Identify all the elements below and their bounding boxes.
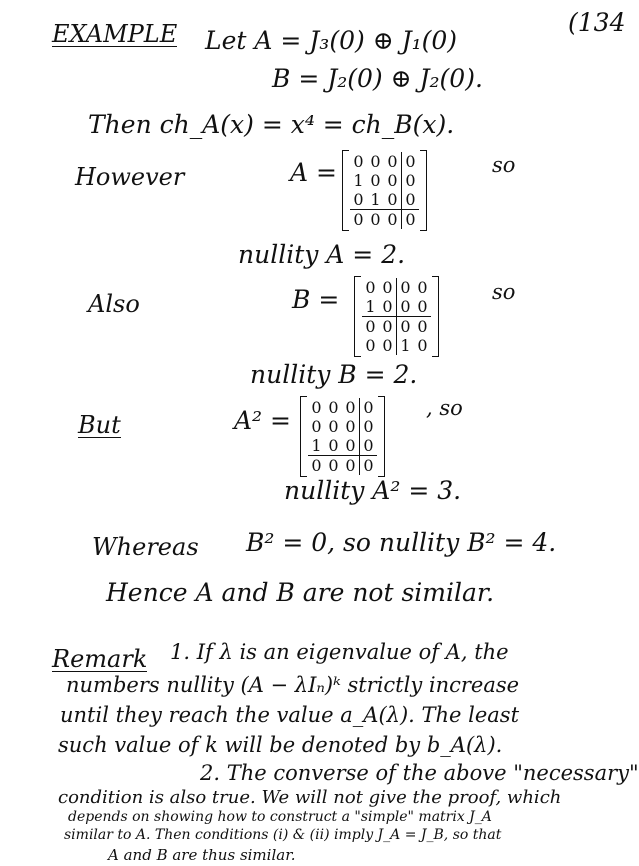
so-text-2: so: [492, 280, 516, 304]
matrix-a2-label: A² =: [234, 406, 291, 435]
conclusion: Hence A and B are not similar.: [106, 578, 495, 607]
whereas-label: Whereas: [92, 533, 199, 561]
also-label: Also: [88, 290, 140, 318]
remark-line-6: condition is also true. We will not give the proof, which: [58, 787, 562, 808]
matrix-b: 0 0 0 0 1 0 0 0 0 0 0 0 0 0 1 0: [362, 278, 431, 355]
nullity-a: nullity A = 2.: [238, 240, 406, 269]
page-number: (134: [568, 8, 626, 37]
remark-line-2: numbers nullity (A − λIₙ)ᵏ strictly increase: [66, 673, 520, 697]
remark-line-8: similar to A. Then conditions (i) & (ii) imply J_A = J_B, so that: [64, 827, 502, 843]
matrix-a-label: A =: [290, 158, 337, 187]
remark-line-7: depends on showing how to construct a "simple" matrix J_A: [68, 809, 492, 825]
but-label: But: [78, 411, 121, 439]
remark-line-5: 2. The converse of the above "necessary": [200, 761, 639, 785]
nullity-a-squared: nullity A² = 3.: [284, 476, 462, 505]
b-squared-statement: B² = 0, so nullity B² = 4.: [246, 528, 557, 557]
example-heading: EXAMPLE: [52, 20, 178, 48]
so-text-3: , so: [426, 396, 463, 420]
remark-line-9: A and B are thus similar.: [108, 846, 296, 864]
matrix-a-squared: 0 0 0 0 0 0 0 0 1 0 0 0 0 0 0 0: [308, 398, 377, 475]
matrix-b-label: B =: [292, 285, 340, 314]
characteristic-polynomials: Then ch_A(x) = x⁴ = ch_B(x).: [88, 110, 455, 139]
remark-line-4: such value of k will be denoted by b_A(λ).: [58, 733, 503, 757]
remark-label: Remark: [52, 645, 148, 673]
however-label: However: [75, 163, 185, 191]
remark-line-3: until they reach the value a_A(λ). The least: [60, 703, 520, 727]
nullity-b: nullity B = 2.: [250, 360, 418, 389]
remark-line-1: 1. If λ is an eigenvalue of A, the: [170, 640, 509, 664]
matrix-a: 0 0 0 0 1 0 0 0 0 1 0 0 0 0 0 0: [350, 152, 419, 229]
definition-b: B = J₂(0) ⊕ J₂(0).: [272, 64, 483, 93]
so-text-1: so: [492, 153, 516, 177]
definition-a: Let A = J₃(0) ⊕ J₁(0): [205, 26, 458, 55]
